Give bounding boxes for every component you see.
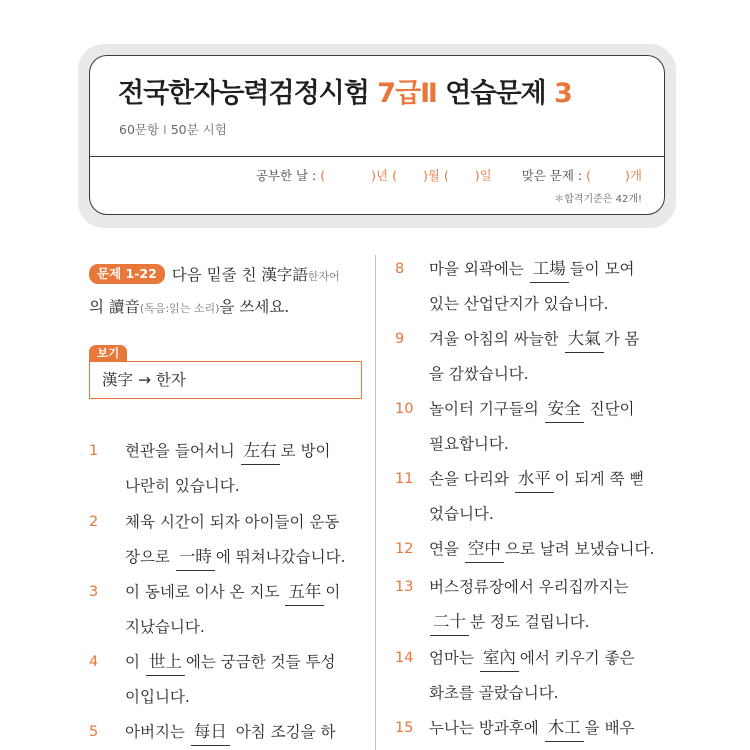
pass-criteria-note: ＊합격기준은 42개!	[554, 194, 642, 205]
question-text	[429, 532, 654, 567]
question-number: 3	[89, 584, 99, 600]
correct-open-paren: (	[586, 168, 592, 183]
q-text-part: 이 되게 쭉 뻗	[554, 470, 645, 488]
question-text	[125, 645, 335, 715]
correct-close: )개	[625, 168, 642, 183]
q-text-part: 가 몸	[604, 330, 640, 348]
example-box	[89, 361, 362, 399]
title-main: 전국한자능력검정시험	[118, 78, 378, 109]
instruction-hanja-word: 漢字語	[261, 266, 308, 284]
q-text-part: 현관을 들어서니	[125, 442, 240, 460]
example-arrow: →	[133, 371, 156, 389]
question-number: 5	[89, 724, 99, 740]
target-word: 左右	[241, 438, 280, 465]
q-text-part: 필요합니다.	[429, 435, 509, 453]
target-word: 安全	[545, 396, 584, 423]
example-label: 보기	[89, 345, 127, 361]
question-number: 11	[395, 471, 414, 487]
target-word: 世上	[146, 649, 185, 676]
target-word: 大氣	[565, 326, 604, 353]
question-number: 10	[395, 401, 414, 417]
question-number: 9	[395, 331, 405, 347]
target-word: 五年	[285, 579, 324, 606]
q-text-part: 손을 다리와	[429, 470, 514, 488]
q-text-part: 엄마는	[429, 649, 479, 667]
subtitle-separator: I	[163, 122, 167, 137]
target-word: 木工	[545, 715, 584, 742]
column-divider	[375, 255, 376, 750]
day-open-paren: (	[443, 168, 449, 183]
q-text-part: 나란히 있습니다.	[125, 477, 240, 495]
title-level: 7급Ⅱ	[377, 78, 437, 109]
q-text-part: 에는 궁금한 것들 투성	[185, 653, 336, 671]
instruction-text	[89, 260, 367, 324]
instruction-reading-hanja: 讀音	[108, 298, 140, 316]
q-text-part: 이	[325, 583, 341, 601]
question-text	[429, 252, 635, 322]
q-text-part: 있는 산업단지가 있습니다.	[429, 295, 609, 313]
question-text	[429, 711, 635, 746]
q-text-part: 장으로	[125, 548, 175, 566]
instruction-reading-gloss: (독음:읽는 소리)	[139, 302, 220, 315]
question-text	[429, 322, 639, 392]
question-number: 13	[395, 579, 414, 595]
question-text	[125, 505, 346, 575]
q-text-part: 에서 키우기 좋은	[519, 649, 635, 667]
q-text-part: 아침 조깅을 하	[230, 723, 336, 741]
question-number: 4	[89, 654, 99, 670]
target-word: 一時	[176, 544, 215, 571]
q-text-part: 분 정도 걸립니다.	[470, 613, 590, 631]
q-text-part: 아버지는	[125, 723, 190, 741]
title-mid: 연습문제	[436, 78, 555, 109]
q-text-part: 로 방이	[280, 442, 331, 460]
question-number: 15	[395, 720, 414, 736]
q-text-part: 버스정류장에서 우리집까지는	[429, 578, 629, 596]
q-text-part: 었습니다.	[429, 505, 494, 523]
target-word: 每日	[191, 719, 230, 746]
target-word: 工場	[530, 256, 569, 283]
example-answer: 한자	[155, 371, 186, 389]
q-text-part: 에 뛰쳐나갔습니다.	[215, 548, 346, 566]
question-number: 2	[89, 514, 99, 530]
example-hanja: 漢字	[102, 371, 134, 389]
q-text-part: 화초를 골랐습니다.	[429, 684, 559, 702]
correct-count-label: 맞은 문제 :	[521, 168, 587, 183]
question-text	[125, 715, 335, 750]
page-title	[118, 71, 572, 110]
instruction-mid: 의	[89, 298, 109, 316]
q-text-part: 이	[125, 653, 145, 671]
q-text-part: 놀이터 기구들의	[429, 400, 544, 418]
instruction-word-gloss: 한자어	[307, 270, 340, 283]
header-divider	[90, 156, 664, 157]
q-text-part: 이입니다.	[125, 688, 190, 706]
study-record-line	[256, 166, 642, 184]
question-text	[125, 575, 340, 645]
target-word: 二十	[430, 609, 469, 636]
example-content	[102, 362, 186, 398]
q-text-part: 체육 시간이 되자 아이들이 운동	[125, 513, 340, 531]
question-text	[429, 570, 629, 640]
instruction-pre: 다음 밑줄 친	[166, 266, 262, 284]
day-close: )일	[474, 168, 492, 183]
target-word: 室內	[480, 645, 519, 672]
instruction-post: 을 쓰세요.	[219, 298, 290, 316]
q-text-part: 들이 모여	[569, 260, 635, 278]
q-text-part: 연을	[429, 540, 464, 558]
month-close: )월	[422, 168, 444, 183]
target-word: 水平	[515, 466, 554, 493]
question-number: 8	[395, 261, 405, 277]
study-date-label: 공부한 날 :	[255, 168, 321, 183]
header-card	[89, 55, 665, 215]
q-text-part: 을 배우	[584, 719, 635, 737]
question-number: 12	[395, 541, 414, 557]
target-word: 空中	[465, 536, 504, 563]
question-text	[125, 434, 331, 504]
q-text-part: 지났습니다.	[125, 618, 205, 636]
question-text	[429, 392, 635, 462]
q-text-part: 진단이	[584, 400, 635, 418]
month-open-paren: (	[392, 168, 397, 183]
question-text	[429, 462, 644, 532]
q-text-part: 이 동네로 이사 온 지도	[125, 583, 285, 601]
title-number: 3	[554, 78, 572, 109]
q-text-part: 겨울 아침의 싸늘한	[429, 330, 564, 348]
q-text-part: 누나는 방과후에	[429, 719, 544, 737]
year-close: )년	[371, 168, 393, 183]
q-text-part: 마을 외곽에는	[429, 260, 529, 278]
question-number: 14	[395, 650, 414, 666]
q-text-part: 을 감쌌습니다.	[429, 365, 529, 383]
year-open-paren: (	[320, 168, 326, 183]
question-number: 1	[89, 443, 99, 459]
question-text	[429, 641, 635, 711]
q-text-part: 으로 날려 보냈습니다.	[504, 540, 655, 558]
exam-time: 50분 시험	[170, 122, 227, 137]
question-range-badge: 문제 1-22	[89, 264, 165, 284]
exam-info	[119, 120, 227, 138]
question-count: 60문항	[119, 122, 160, 137]
